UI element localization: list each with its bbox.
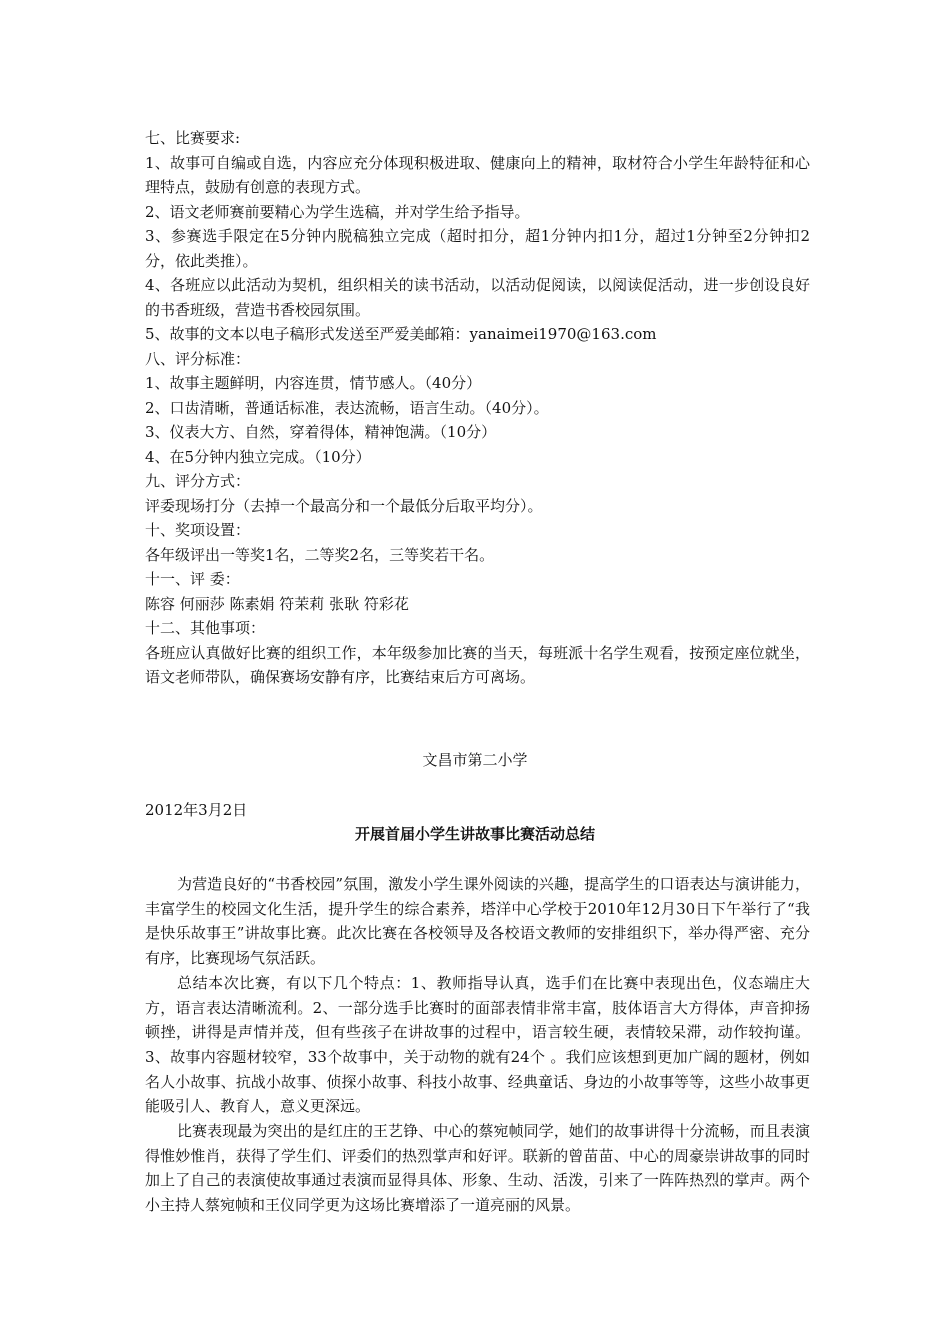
- section-heading-requirements: 七、比赛要求:: [145, 129, 241, 147]
- scoring-criterion-2: 2、口齿清晰，普通话标准，表达流畅，语言生动。（40分）。: [145, 398, 549, 417]
- school-signature: 文昌市第二小学: [422, 751, 528, 769]
- summary-paragraph-3: 比赛表现最为突出的是红庄的王艺铮、中心的蔡宛帧同学，她们的故事讲得十分流畅，而且表演得惟妙惟肖，获得了学生们、评委们的热烈掌声和好评。联新的曾苗苗、中心的周豪崇讲故事的同时加上了自己的表演使故事通过表演而显得具体、形象、生动、活泼，引来了一阵阵热烈的掌声。两个小主持人蔡宛帧和王仪同学更为这场比赛增添了一道亮丽的风景。: [145, 1122, 810, 1215]
- judges-list: 陈容 何丽莎 陈素娟 符茉莉 张耿 符彩花: [145, 594, 409, 613]
- requirement-item-4: 4、各班应以此活动为契机，组织相关的读书活动，以活动促阅读，以阅读促活动，进一步创设良好的书香班级，营造书香校园氛围。: [145, 276, 810, 319]
- summary-paragraph-2: 总结本次比赛，有以下几个特点：1、教师指导认真，选手们在比赛中表现出色，仪态端庄大方，语言表达清晰流利。2、一部分选手比赛时的面部表情非常丰富，肢体语言大方得体，声音抑扬顿挫，讲得是声情并茂，但有些孩子在讲故事的过程中，语言较生硬，表情较呆滞，动作较拘谨。3、故事内容题材较窄，33个故事中，关于动物的就有24个 。我们应该想到更加广阔的题材，例如名人小故事、抗战小故事、侦探小故事、科技小故事、经典童话、身边的小故事等等，这些小故事更能吸引人、教育人，意义更深远。: [145, 973, 810, 1116]
- summary-paragraph-1: 为营造良好的“书香校园”氛围，激发小学生课外阅读的兴趣，提高学生的口语表达与演讲能力，丰富学生的校园文化生活，提升学生的综合素养，塔洋中心学校于2010年12月30日下午举行了“我是快乐故事王”讲故事比赛。此次比赛在各校领导及各校语文教师的安排组织下，举办得严密、充分有序，比赛现场气氛活跃。: [145, 875, 810, 968]
- requirement-item-2: 2、语文老师赛前要精心为学生选稿，并对学生给予指导。: [145, 202, 530, 221]
- document-date: 2012年3月2日: [145, 801, 248, 819]
- summary-body: [145, 872, 810, 1218]
- scoring-criterion-1: 1、故事主题鲜明，内容连贯，情节感人。（40分）: [145, 374, 482, 392]
- section-heading-scoring-criteria: 八、评分标准：: [145, 349, 251, 368]
- section-heading-scoring-method: 九、评分方式：: [145, 472, 251, 490]
- summary-title: 开展首届小学生讲故事比赛活动总结: [354, 825, 595, 843]
- section-heading-other-matters: 十二、其他事项：: [145, 619, 266, 637]
- requirement-item-3: 3、参赛选手限定在5分钟内脱稿独立完成（超时扣分，超1分钟内扣1分，超过1分钟至2分钟扣2分，依此类推）。: [145, 227, 810, 270]
- scoring-method-text: 评委现场打分（去掉一个最高分和一个最低分后取平均分）。: [145, 496, 543, 515]
- section-heading-awards: 十、奖项设置：: [145, 521, 251, 539]
- requirement-item-5: 5、故事的文本以电子稿形式发送至严爱美邮箱：yanaimei1970@163.com: [145, 325, 657, 343]
- competition-requirements-section: [145, 126, 810, 690]
- scoring-criterion-4: 4、在5分钟内独立完成。（10分）: [145, 447, 371, 466]
- other-matters-text: 各班应认真做好比赛的组织工作，本年级参加比赛的当天，每班派十名学生观看，按预定座位就坐，语文老师带队，确保赛场安静有序，比赛结束后方可离场。: [145, 643, 810, 686]
- section-heading-judges: 十一、评 委：: [145, 570, 240, 588]
- requirement-item-1: 1、故事可自编或自选，内容应充分体现积极进取、健康向上的精神，取材符合小学生年龄特征和心理特点，鼓励有创意的表现方式。: [145, 153, 810, 196]
- scoring-criterion-3: 3、仪表大方、自然，穿着得体，精神饱满。（10分）: [145, 423, 497, 441]
- awards-text: 各年级评出一等奖1名，二等奖2名，三等奖若干名。: [145, 545, 495, 564]
